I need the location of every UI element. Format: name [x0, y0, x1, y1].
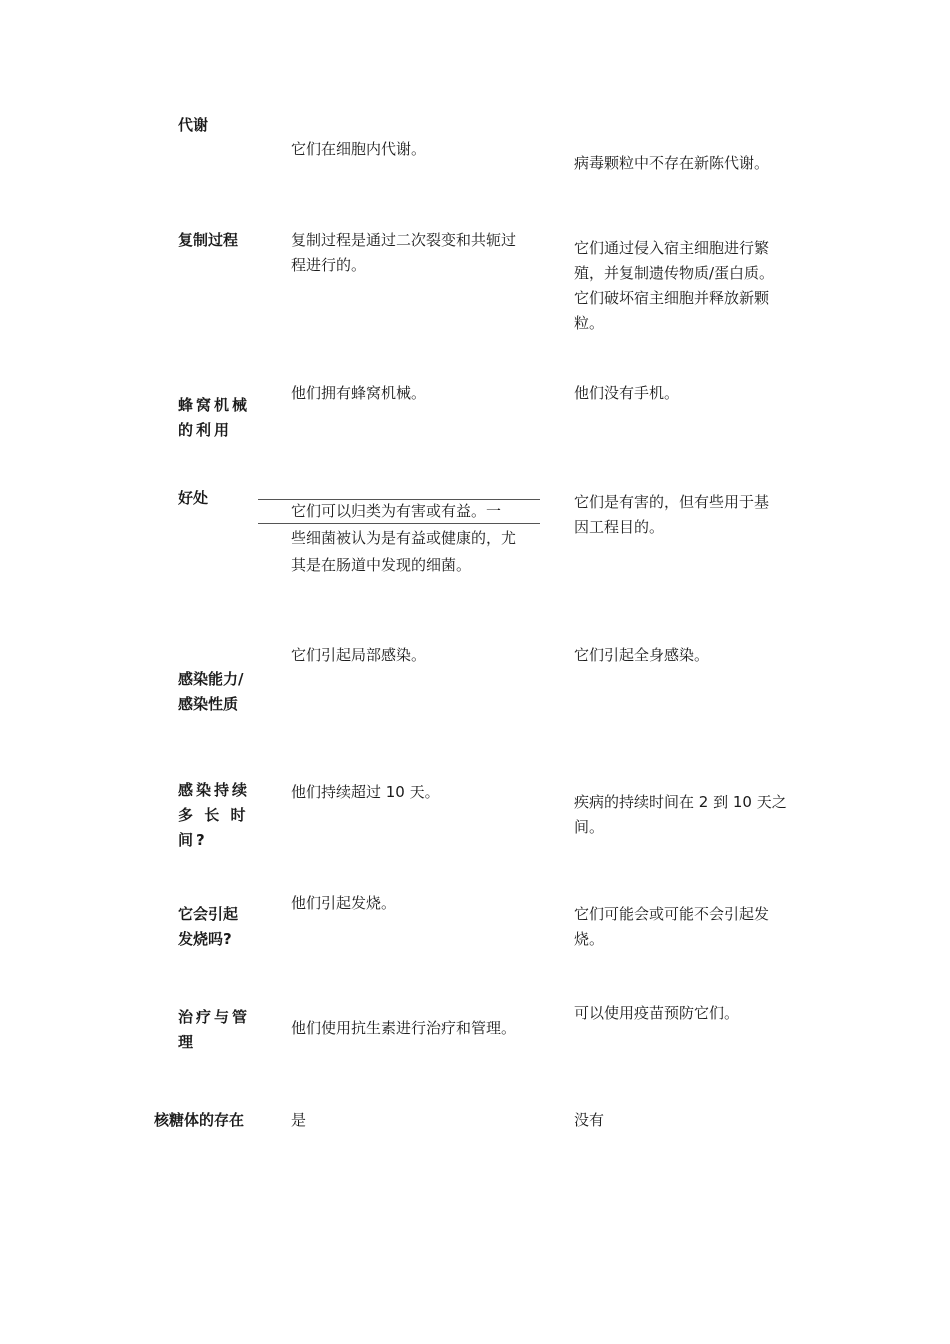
virus-cell-metabolism: 病毒颗粒中不存在新陈代谢。 [574, 154, 770, 172]
bacteria-cell-infection-nature: 它们引起局部感染。 [291, 646, 427, 664]
row-label-infection-nature: 感染能力/ 感染性质 [178, 670, 244, 713]
virus-cell-cell-machinery: 他们没有手机。 [574, 384, 680, 402]
row-label-metabolism: 代谢 [178, 116, 209, 134]
virus-cell-replication: 它们通过侵入宿主细胞进行繁 殖，并复制遗传物质/蛋白质。 它们破坏宿主细胞并释放新颗 粒。 [574, 239, 775, 332]
bacteria-cell-infection-duration: 他们持续超过 10 天。 [291, 783, 440, 801]
virus-cell-treatment: 可以使用疫苗预防它们。 [574, 1004, 740, 1022]
row-label-cell-machinery: 蜂窝机械 的利用 [178, 396, 251, 439]
bacteria-cell-treatment: 他们使用抗生素进行治疗和管理。 [291, 1019, 517, 1037]
row-label-fever: 它会引起 发烧吗? [178, 905, 239, 948]
bacteria-cell-cell-machinery: 他们拥有蜂窝机械。 [291, 384, 427, 402]
row-label-infection-duration: 感染持续 多 长 时 间? [178, 781, 251, 849]
bacteria-cell-replication: 复制过程是通过二次裂变和共轭过 程进行的。 [291, 231, 517, 274]
row-label-ribosomes: 核糖体的存在 [154, 1111, 245, 1129]
virus-cell-infection-nature: 它们引起全身感染。 [574, 646, 710, 664]
virus-cell-infection-duration: 疾病的持续时间在 2 到 10 天之 间。 [574, 793, 787, 836]
virus-cell-ribosomes: 没有 [574, 1111, 605, 1129]
row-label-replication: 复制过程 [178, 231, 239, 249]
bacteria-cell-ribosomes: 是 [291, 1111, 307, 1129]
bacteria-cell-fever: 他们引起发烧。 [291, 894, 397, 912]
row-label-treatment: 治疗与管 理 [178, 1008, 251, 1051]
row-label-benefits: 好处 [178, 489, 209, 507]
virus-cell-fever: 它们可能会或可能不会引起发 烧。 [574, 905, 770, 948]
virus-cell-benefits: 它们是有害的，但有些用于基 因工程目的。 [574, 493, 770, 536]
bacteria-cell-metabolism: 它们在细胞内代谢。 [291, 140, 427, 158]
bacteria-cell-benefits: 它们可以归类为有害或有益。一 些细菌被认为是有益或健康的，尤 其是在肠道中发现的细菌。 [291, 502, 517, 574]
